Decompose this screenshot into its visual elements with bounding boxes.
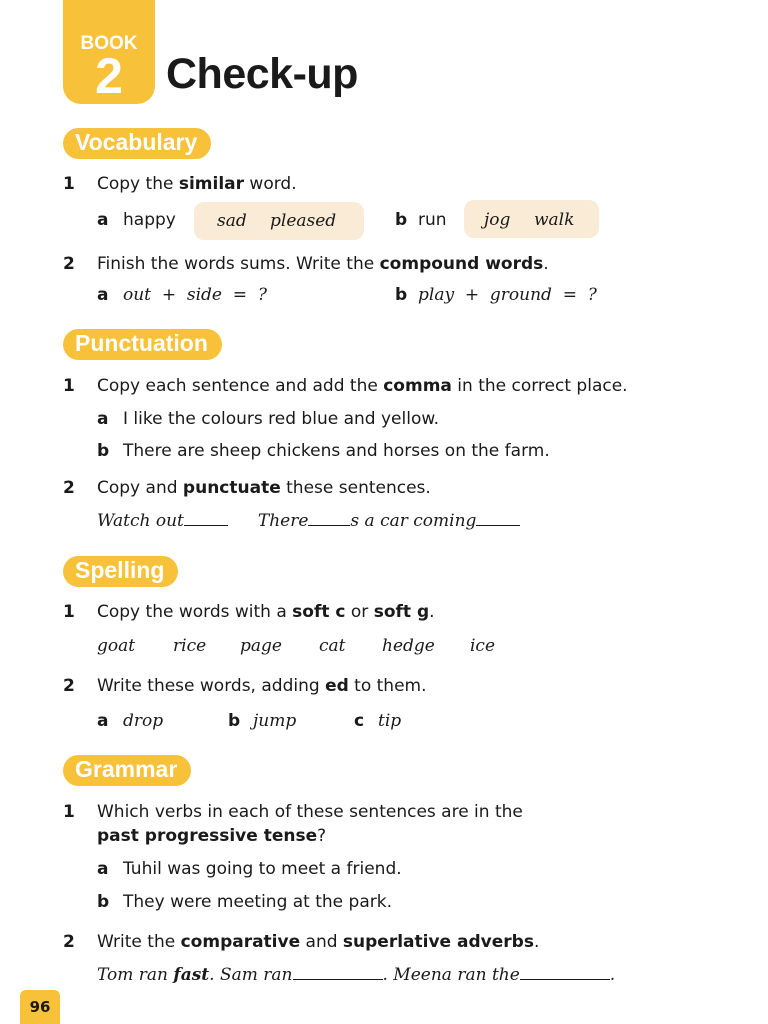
sentence: Tuhil was going to meet a friend.	[123, 859, 402, 879]
word-option: sad	[217, 211, 247, 231]
word-option: jog	[484, 210, 511, 230]
page-title: Check-up	[166, 50, 358, 98]
answer-blank	[520, 978, 610, 980]
item-letter: b	[228, 711, 241, 731]
spelling-word: goat	[97, 636, 136, 656]
answer-blank	[293, 978, 383, 980]
question-number: 1	[63, 174, 75, 194]
spelling-word: hedge	[382, 636, 435, 656]
punct-q1-prompt: Copy each sentence and add the comma in the correct place.	[97, 376, 628, 396]
section-spelling-heading: Spelling	[63, 556, 178, 587]
book-label: BOOK	[80, 33, 138, 54]
question-number: 2	[63, 676, 75, 696]
spelling-word: ice	[470, 636, 496, 656]
spelling-word: tip	[378, 711, 402, 731]
item-letter: a	[97, 210, 109, 230]
answer-blank	[184, 524, 228, 526]
item-letter: b	[97, 441, 110, 461]
item-letter: b	[97, 892, 110, 912]
question-number: 2	[63, 254, 75, 274]
item-letter: b	[395, 210, 408, 230]
word-option: walk	[534, 210, 575, 230]
grammar-q2-prompt: Write the comparative and superlative adverbs.	[97, 932, 540, 952]
spelling-word: drop	[123, 711, 164, 731]
vocab-word: run	[418, 210, 447, 230]
section-grammar-heading: Grammar	[63, 755, 191, 786]
spell-q2-prompt: Write these words, adding ed to them.	[97, 676, 427, 696]
question-number: 2	[63, 478, 75, 498]
sentence: They were meeting at the park.	[123, 892, 392, 912]
punct-q2-prompt: Copy and punctuate these sentences.	[97, 478, 431, 498]
item-letter: a	[97, 409, 109, 429]
answer-blank	[476, 524, 520, 526]
vocab-word: happy	[123, 210, 176, 230]
adverb-line: Tom ran fast. Sam ran . Meena ran the .	[97, 965, 616, 985]
item-letter: a	[97, 285, 109, 305]
answer-blank	[308, 524, 350, 526]
vocab-q2-prompt: Finish the words sums. Write the compound words.	[97, 254, 549, 274]
item-letter: a	[97, 711, 109, 731]
spelling-word: cat	[319, 636, 346, 656]
section-punctuation-heading: Punctuation	[63, 329, 222, 360]
spelling-word: jump	[253, 711, 297, 731]
item-letter: a	[97, 859, 109, 879]
item-letter: c	[354, 711, 365, 731]
punctuation-line: Watch out There s a car coming	[97, 511, 520, 531]
grammar-q1-prompt-line2: past progressive tense?	[97, 826, 327, 846]
spell-q1-prompt: Copy the words with a soft c or soft g.	[97, 602, 435, 622]
word-sum: play + ground = ?	[418, 285, 597, 305]
item-letter: b	[395, 285, 408, 305]
spelling-word: page	[240, 636, 282, 656]
section-vocabulary-heading: Vocabulary	[63, 128, 211, 159]
word-option: pleased	[270, 211, 337, 231]
sentence: There are sheep chickens and horses on the farm.	[123, 441, 550, 461]
question-number: 1	[63, 376, 75, 396]
word-sum: out + side = ?	[123, 285, 267, 305]
book-number: 2	[95, 48, 123, 104]
page-number: 96	[20, 990, 60, 1024]
grammar-q1-prompt-line1: Which verbs in each of these sentences are in the	[97, 802, 523, 822]
question-number: 2	[63, 932, 75, 952]
book-badge	[63, 0, 155, 104]
question-number: 1	[63, 802, 75, 822]
vocab-q1-prompt: Copy the similar word.	[97, 174, 297, 194]
spelling-word: rice	[173, 636, 207, 656]
sentence: I like the colours red blue and yellow.	[123, 409, 440, 429]
question-number: 1	[63, 602, 75, 622]
